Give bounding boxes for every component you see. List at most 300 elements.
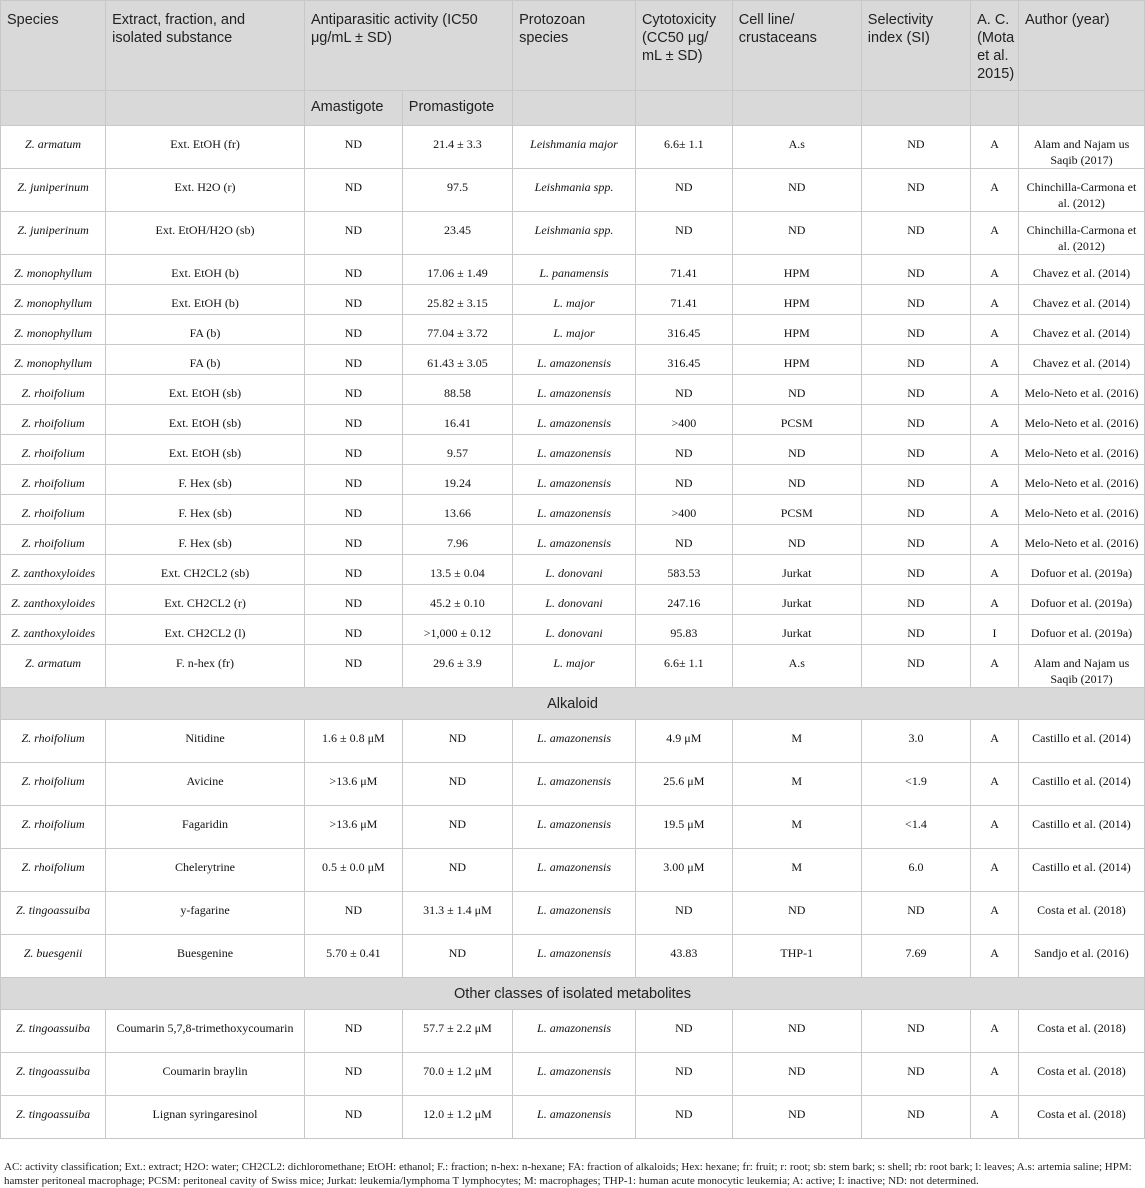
cell-author: Melo-Neto et al. (2016) (1018, 495, 1144, 525)
table-row (1, 555, 1145, 585)
cell-cytotoxicity: 316.45 (635, 345, 732, 375)
cell-amastigote: ND (304, 495, 402, 525)
cell-author: Melo-Neto et al. (2016) (1018, 465, 1144, 495)
cell-activity-class: A (971, 126, 1019, 169)
cell-cell-line: Jurkat (732, 585, 861, 615)
cell-cytotoxicity: ND (635, 525, 732, 555)
cell-cell-line: ND (732, 892, 861, 935)
cell-activity-class: A (971, 212, 1019, 255)
cell-cytotoxicity: >400 (635, 495, 732, 525)
cell-species: Z. armatum (1, 645, 106, 688)
table-row (1, 255, 1145, 285)
cell-promastigote: 29.6 ± 3.9 (402, 645, 512, 688)
cell-promastigote: ND (402, 720, 512, 763)
cell-cytotoxicity: ND (635, 465, 732, 495)
cell-protozoan: L. amazonensis (513, 465, 636, 495)
cell-promastigote: 88.58 (402, 375, 512, 405)
cell-promastigote: 13.66 (402, 495, 512, 525)
cell-activity-class: A (971, 345, 1019, 375)
cell-species: Z. tingoassuiba (1, 1010, 106, 1053)
cell-activity-class: A (971, 849, 1019, 892)
section-other (1, 978, 1145, 1010)
cell-cytotoxicity: ND (635, 892, 732, 935)
table-row (1, 806, 1145, 849)
cell-amastigote: ND (304, 1053, 402, 1096)
cell-cell-line: M (732, 806, 861, 849)
cell-protozoan: L. donovani (513, 585, 636, 615)
cell-cytotoxicity: >400 (635, 405, 732, 435)
cell-protozoan: L. amazonensis (513, 1053, 636, 1096)
cell-species: Z. armatum (1, 126, 106, 169)
cell-selectivity-index: ND (861, 892, 970, 935)
cell-species: Z. monophyllum (1, 255, 106, 285)
cell-extract: F. Hex (sb) (106, 465, 305, 495)
col-header-antiparasitic: Antiparasitic activity (IC50 μg/mL ± SD) (304, 1, 512, 91)
cell-activity-class: A (971, 285, 1019, 315)
col-header-extract: Extract, fraction, and isolated substance (106, 1, 305, 91)
table-row (1, 465, 1145, 495)
cell-selectivity-index: ND (861, 255, 970, 285)
cell-amastigote: ND (304, 405, 402, 435)
cell-selectivity-index: 3.0 (861, 720, 970, 763)
cell-extract: Coumarin 5,7,8-trimethoxycoumarin (106, 1010, 305, 1053)
cell-selectivity-index: <1.4 (861, 806, 970, 849)
table-row (1, 315, 1145, 345)
cell-cell-line: M (732, 720, 861, 763)
cell-amastigote: ND (304, 555, 402, 585)
cell-species: Z. tingoassuiba (1, 1096, 106, 1139)
cell-selectivity-index: ND (861, 169, 970, 212)
cell-cytotoxicity: 6.6± 1.1 (635, 126, 732, 169)
cell-cell-line: HPM (732, 315, 861, 345)
cell-species: Z. monophyllum (1, 315, 106, 345)
cell-extract: Ext. EtOH (sb) (106, 405, 305, 435)
cell-extract: Avicine (106, 763, 305, 806)
cell-protozoan: L. panamensis (513, 255, 636, 285)
cell-protozoan: L. amazonensis (513, 435, 636, 465)
table-body-alkaloids (1, 720, 1145, 978)
cell-author: Chavez et al. (2014) (1018, 285, 1144, 315)
cell-amastigote: ND (304, 255, 402, 285)
cell-amastigote: ND (304, 169, 402, 212)
cell-species: Z. monophyllum (1, 285, 106, 315)
col-header-amastigote: Amastigote (304, 91, 402, 126)
cell-species: Z. rhoifolium (1, 720, 106, 763)
cell-species: Z. zanthoxyloides (1, 555, 106, 585)
cell-promastigote: ND (402, 935, 512, 978)
cell-amastigote: 0.5 ± 0.0 μM (304, 849, 402, 892)
cell-author: Chavez et al. (2014) (1018, 315, 1144, 345)
cell-promastigote: >1,000 ± 0.12 (402, 615, 512, 645)
cell-protozoan: L. amazonensis (513, 405, 636, 435)
cell-activity-class: A (971, 585, 1019, 615)
subheader-row (1, 91, 1145, 126)
cell-cell-line: ND (732, 435, 861, 465)
cell-cell-line: ND (732, 525, 861, 555)
table-row (1, 615, 1145, 645)
table-row (1, 375, 1145, 405)
cell-activity-class: A (971, 405, 1019, 435)
col-header-species: Species (1, 1, 106, 91)
cell-cell-line: ND (732, 465, 861, 495)
cell-extract: Fagaridin (106, 806, 305, 849)
cell-author: Costa et al. (2018) (1018, 1010, 1144, 1053)
cell-activity-class: A (971, 435, 1019, 465)
cell-promastigote: 17.06 ± 1.49 (402, 255, 512, 285)
cell-cytotoxicity: 4.9 μM (635, 720, 732, 763)
cell-selectivity-index: ND (861, 555, 970, 585)
cell-selectivity-index: <1.9 (861, 763, 970, 806)
cell-cytotoxicity: 71.41 (635, 285, 732, 315)
cell-cytotoxicity: ND (635, 375, 732, 405)
cell-species: Z. rhoifolium (1, 465, 106, 495)
cell-species: Z. zanthoxyloides (1, 585, 106, 615)
cell-author: Castillo et al. (2014) (1018, 806, 1144, 849)
cell-species: Z. rhoifolium (1, 435, 106, 465)
cell-selectivity-index: ND (861, 465, 970, 495)
cell-author: Chavez et al. (2014) (1018, 255, 1144, 285)
cell-extract: F. Hex (sb) (106, 525, 305, 555)
cell-activity-class: A (971, 1053, 1019, 1096)
cell-author: Melo-Neto et al. (2016) (1018, 525, 1144, 555)
cell-species: Z. monophyllum (1, 345, 106, 375)
cell-amastigote: ND (304, 1096, 402, 1139)
cell-protozoan: L. major (513, 315, 636, 345)
cell-selectivity-index: 6.0 (861, 849, 970, 892)
cell-author: Dofuor et al. (2019a) (1018, 585, 1144, 615)
cell-selectivity-index: ND (861, 615, 970, 645)
table-row (1, 405, 1145, 435)
cell-amastigote: 5.70 ± 0.41 (304, 935, 402, 978)
cell-activity-class: A (971, 555, 1019, 585)
cell-species: Z. rhoifolium (1, 849, 106, 892)
col-header-promastigote: Promastigote (402, 91, 512, 126)
cell-cytotoxicity: 71.41 (635, 255, 732, 285)
cell-protozoan: Leishmania spp. (513, 169, 636, 212)
cell-extract: FA (b) (106, 315, 305, 345)
cell-extract: Ext. EtOH (sb) (106, 375, 305, 405)
cell-promastigote: ND (402, 806, 512, 849)
cell-promastigote: 12.0 ± 1.2 μM (402, 1096, 512, 1139)
cell-cell-line: HPM (732, 285, 861, 315)
cell-cell-line: ND (732, 169, 861, 212)
cell-cell-line: Jurkat (732, 615, 861, 645)
cell-protozoan: L. amazonensis (513, 892, 636, 935)
cell-extract: FA (b) (106, 345, 305, 375)
cell-selectivity-index: ND (861, 345, 970, 375)
cell-extract: Ext. CH2CL2 (sb) (106, 555, 305, 585)
col-header-author: Author (year) (1018, 1, 1144, 91)
cell-author: Alam and Najam us Saqib (2017) (1018, 126, 1144, 169)
table-row (1, 126, 1145, 169)
cell-protozoan: L. amazonensis (513, 375, 636, 405)
cell-cell-line: ND (732, 375, 861, 405)
cell-selectivity-index: ND (861, 1010, 970, 1053)
table-row (1, 1096, 1145, 1139)
cell-activity-class: A (971, 315, 1019, 345)
col-header-si: Selectivity index (SI) (861, 1, 970, 91)
section-title-alkaloid: Alkaloid (1, 688, 1145, 720)
cell-cytotoxicity: ND (635, 1053, 732, 1096)
cell-activity-class: I (971, 615, 1019, 645)
table-row (1, 763, 1145, 806)
cell-cytotoxicity: ND (635, 1010, 732, 1053)
cell-selectivity-index: ND (861, 435, 970, 465)
table-row (1, 892, 1145, 935)
cell-cytotoxicity: 25.6 μM (635, 763, 732, 806)
cell-author: Sandjo et al. (2016) (1018, 935, 1144, 978)
cell-cytotoxicity: 3.00 μM (635, 849, 732, 892)
cell-extract: Ext. CH2CL2 (l) (106, 615, 305, 645)
cell-amastigote: ND (304, 615, 402, 645)
table-row (1, 720, 1145, 763)
cell-cytotoxicity: 316.45 (635, 315, 732, 345)
cell-species: Z. rhoifolium (1, 525, 106, 555)
cell-selectivity-index: ND (861, 375, 970, 405)
cell-selectivity-index: ND (861, 285, 970, 315)
cell-promastigote: 31.3 ± 1.4 μM (402, 892, 512, 935)
cell-promastigote: 57.7 ± 2.2 μM (402, 1010, 512, 1053)
cell-cytotoxicity: ND (635, 1096, 732, 1139)
cell-activity-class: A (971, 892, 1019, 935)
table-row (1, 525, 1145, 555)
cell-activity-class: A (971, 255, 1019, 285)
cell-cytotoxicity: 43.83 (635, 935, 732, 978)
cell-promastigote: 25.82 ± 3.15 (402, 285, 512, 315)
cell-promastigote: 70.0 ± 1.2 μM (402, 1053, 512, 1096)
cell-activity-class: A (971, 1010, 1019, 1053)
cell-author: Dofuor et al. (2019a) (1018, 615, 1144, 645)
cell-cell-line: M (732, 849, 861, 892)
cell-selectivity-index: ND (861, 212, 970, 255)
table-row (1, 495, 1145, 525)
table-row (1, 585, 1145, 615)
cell-author: Chinchilla-Carmona et al. (2012) (1018, 212, 1144, 255)
cell-promastigote: 45.2 ± 0.10 (402, 585, 512, 615)
cell-promastigote: 9.57 (402, 435, 512, 465)
table-row (1, 435, 1145, 465)
cell-amastigote: ND (304, 345, 402, 375)
cell-cell-line: ND (732, 1096, 861, 1139)
table-row (1, 645, 1145, 688)
table-body-other (1, 1010, 1145, 1139)
cell-amastigote: ND (304, 465, 402, 495)
cell-species: Z. rhoifolium (1, 806, 106, 849)
cell-extract: Ext. EtOH (sb) (106, 435, 305, 465)
cell-activity-class: A (971, 495, 1019, 525)
cell-author: Melo-Neto et al. (2016) (1018, 375, 1144, 405)
cell-selectivity-index: ND (861, 1096, 970, 1139)
cell-cell-line: PCSM (732, 495, 861, 525)
cell-cell-line: HPM (732, 255, 861, 285)
cell-activity-class: A (971, 1096, 1019, 1139)
cell-extract: Ext. EtOH/H2O (sb) (106, 212, 305, 255)
cell-promastigote: 13.5 ± 0.04 (402, 555, 512, 585)
cell-species: Z. tingoassuiba (1, 892, 106, 935)
cell-selectivity-index: ND (861, 126, 970, 169)
cell-amastigote: ND (304, 585, 402, 615)
cell-cell-line: PCSM (732, 405, 861, 435)
cell-protozoan: L. amazonensis (513, 1010, 636, 1053)
cell-promastigote: 77.04 ± 3.72 (402, 315, 512, 345)
section-title-other: Other classes of isolated metabolites (1, 978, 1145, 1010)
cell-promastigote: 61.43 ± 3.05 (402, 345, 512, 375)
cell-selectivity-index: ND (861, 495, 970, 525)
cell-extract: Ext. EtOH (b) (106, 285, 305, 315)
cell-cytotoxicity: 583.53 (635, 555, 732, 585)
cell-species: Z. rhoifolium (1, 495, 106, 525)
cell-author: Chavez et al. (2014) (1018, 345, 1144, 375)
cell-activity-class: A (971, 645, 1019, 688)
cell-activity-class: A (971, 763, 1019, 806)
cell-species: Z. buesgenii (1, 935, 106, 978)
table-row (1, 169, 1145, 212)
cell-author: Castillo et al. (2014) (1018, 763, 1144, 806)
cell-cytotoxicity: ND (635, 169, 732, 212)
cell-extract: F. n-hex (fr) (106, 645, 305, 688)
cell-amastigote: ND (304, 645, 402, 688)
cell-extract: Ext. CH2CL2 (r) (106, 585, 305, 615)
cell-amastigote: 1.6 ± 0.8 μM (304, 720, 402, 763)
cell-extract: Coumarin braylin (106, 1053, 305, 1096)
cell-amastigote: >13.6 μM (304, 806, 402, 849)
cell-author: Costa et al. (2018) (1018, 892, 1144, 935)
cell-amastigote: ND (304, 285, 402, 315)
cell-amastigote: ND (304, 315, 402, 345)
table-row (1, 345, 1145, 375)
table-row (1, 212, 1145, 255)
cell-author: Alam and Najam us Saqib (2017) (1018, 645, 1144, 688)
cell-amastigote: ND (304, 375, 402, 405)
cell-cell-line: ND (732, 212, 861, 255)
cell-activity-class: A (971, 806, 1019, 849)
cell-cell-line: ND (732, 1010, 861, 1053)
cell-promastigote: ND (402, 849, 512, 892)
cell-cell-line: ND (732, 1053, 861, 1096)
cell-extract: Lignan syringaresinol (106, 1096, 305, 1139)
cell-extract: Chelerytrine (106, 849, 305, 892)
cell-species: Z. juniperinum (1, 212, 106, 255)
cell-amastigote: >13.6 μM (304, 763, 402, 806)
cell-activity-class: A (971, 720, 1019, 763)
cell-cytotoxicity: ND (635, 435, 732, 465)
cell-selectivity-index: 7.69 (861, 935, 970, 978)
table-row (1, 1010, 1145, 1053)
cell-cytotoxicity: 6.6± 1.1 (635, 645, 732, 688)
cell-species: Z. tingoassuiba (1, 1053, 106, 1096)
cell-amastigote: ND (304, 1010, 402, 1053)
cell-activity-class: A (971, 525, 1019, 555)
cell-protozoan: L. amazonensis (513, 849, 636, 892)
cell-cytotoxicity: 247.16 (635, 585, 732, 615)
cell-extract: Ext. EtOH (fr) (106, 126, 305, 169)
cell-protozoan: L. amazonensis (513, 720, 636, 763)
cell-author: Castillo et al. (2014) (1018, 849, 1144, 892)
cell-cell-line: THP-1 (732, 935, 861, 978)
section-alkaloid (1, 688, 1145, 720)
cell-cell-line: M (732, 763, 861, 806)
cell-author: Dofuor et al. (2019a) (1018, 555, 1144, 585)
cell-extract: Ext. EtOH (b) (106, 255, 305, 285)
cell-activity-class: A (971, 169, 1019, 212)
cell-protozoan: L. amazonensis (513, 806, 636, 849)
cell-species: Z. rhoifolium (1, 375, 106, 405)
cell-cytotoxicity: ND (635, 212, 732, 255)
cell-cell-line: HPM (732, 345, 861, 375)
cell-promastigote: 16.41 (402, 405, 512, 435)
cell-species: Z. rhoifolium (1, 405, 106, 435)
cell-amastigote: ND (304, 892, 402, 935)
cell-author: Castillo et al. (2014) (1018, 720, 1144, 763)
cell-selectivity-index: ND (861, 585, 970, 615)
col-header-ac: A. C. (Mota et al. 2015) (971, 1, 1019, 91)
cell-species: Z. zanthoxyloides (1, 615, 106, 645)
cell-protozoan: L. major (513, 285, 636, 315)
cell-selectivity-index: ND (861, 315, 970, 345)
cell-species: Z. juniperinum (1, 169, 106, 212)
cell-promastigote: 23.45 (402, 212, 512, 255)
cell-cell-line: A.s (732, 126, 861, 169)
cell-promastigote: 97.5 (402, 169, 512, 212)
cell-extract: Buesgenine (106, 935, 305, 978)
cell-protozoan: Leishmania spp. (513, 212, 636, 255)
cell-selectivity-index: ND (861, 405, 970, 435)
cell-author: Costa et al. (2018) (1018, 1096, 1144, 1139)
cell-extract: F. Hex (sb) (106, 495, 305, 525)
cell-selectivity-index: ND (861, 525, 970, 555)
table-row (1, 849, 1145, 892)
header-row (1, 1, 1145, 91)
cell-protozoan: L. amazonensis (513, 763, 636, 806)
table-row (1, 285, 1145, 315)
cell-cell-line: A.s (732, 645, 861, 688)
cell-cytotoxicity: 19.5 μM (635, 806, 732, 849)
cell-protozoan: L. donovani (513, 615, 636, 645)
table-body-extracts (1, 126, 1145, 688)
cell-protozoan: L. amazonensis (513, 345, 636, 375)
cell-promastigote: ND (402, 763, 512, 806)
cell-selectivity-index: ND (861, 1053, 970, 1096)
cell-activity-class: A (971, 375, 1019, 405)
cell-extract: y-fagarine (106, 892, 305, 935)
cell-promastigote: 21.4 ± 3.3 (402, 126, 512, 169)
cell-activity-class: A (971, 465, 1019, 495)
col-header-cellline: Cell line/ crustaceans (732, 1, 861, 91)
cell-protozoan: Leishmania major (513, 126, 636, 169)
cell-promastigote: 19.24 (402, 465, 512, 495)
cell-selectivity-index: ND (861, 645, 970, 688)
col-header-cytotoxicity: Cytotoxicity (CC50 μg/ mL ± SD) (635, 1, 732, 91)
cell-author: Melo-Neto et al. (2016) (1018, 405, 1144, 435)
cell-author: Chinchilla-Carmona et al. (2012) (1018, 169, 1144, 212)
cell-amastigote: ND (304, 212, 402, 255)
cell-extract: Ext. H2O (r) (106, 169, 305, 212)
cell-amastigote: ND (304, 126, 402, 169)
cell-amastigote: ND (304, 525, 402, 555)
cell-protozoan: L. donovani (513, 555, 636, 585)
cell-author: Costa et al. (2018) (1018, 1053, 1144, 1096)
cell-author: Melo-Neto et al. (2016) (1018, 435, 1144, 465)
cell-protozoan: L. amazonensis (513, 935, 636, 978)
cell-protozoan: L. major (513, 645, 636, 688)
table-row (1, 935, 1145, 978)
cell-activity-class: A (971, 935, 1019, 978)
table-footnote: AC: activity classification; Ext.: extract; H2O: water; CH2CL2: dichloromethane; EtOH: ethanol; F.: fraction; n-hex: n-hexane; FA: fraction of alkaloids; Hex: hexane; fr: fruit; r: root; sb: stem bark; s: shell; rb: root bark; l: leaves; A.s: artemia saline; HPM: hamster peritoneal macrophage; PCSM: peritoneal cavity of Swiss mice; Jurkat: leukemia/lymphoma T lymphocytes; M: macrophages; THP-1: human acute monocytic leukemia; A: active; I: inactive; ND: not determined. (4, 1161, 1132, 1187)
table-row (1, 1053, 1145, 1096)
cell-cell-line: Jurkat (732, 555, 861, 585)
cell-cytotoxicity: 95.83 (635, 615, 732, 645)
col-header-protozoan: Protozoan species (513, 1, 636, 91)
